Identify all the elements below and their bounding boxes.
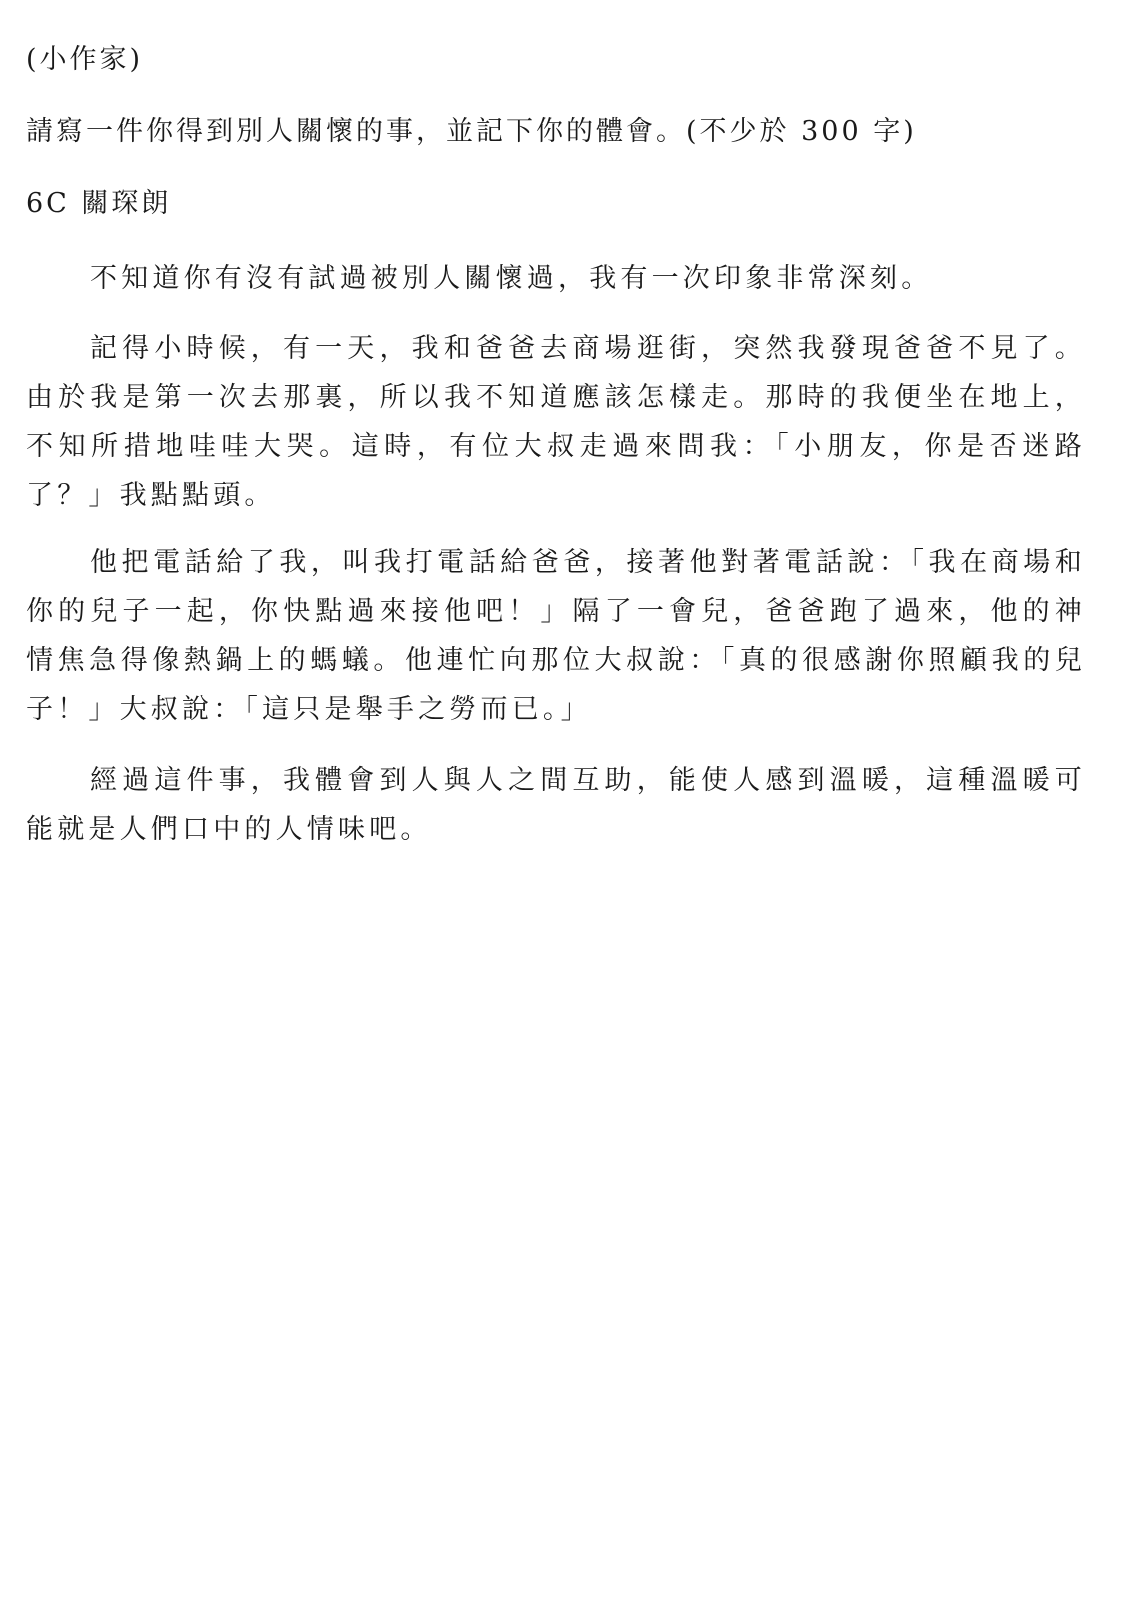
essay-paragraph-2: 記得小時候，有一天，我和爸爸去商場逛街，突然我發現爸爸不見了。由於我是第一次去那裏，所以我不知道應該怎樣走。那時的我便坐在地上，不知所措地哇哇大哭。這時，有位大叔走過來問我：「小朋友，你是否迷路了？」我點點頭。	[26, 333, 1086, 511]
essay-paragraph-3: 他把電話給了我，叫我打電話給爸爸，接著他對著電話說：「我在商場和你的兒子一起，你快點過來接他吧！」隔了一會兒，爸爸跑了過來，他的神情焦急得像熱鍋上的螞蟻。他連忙向那位大叔說：「真的很感謝你照顧我的兒子！」大叔說：「這只是舉手之勞而已。」	[26, 547, 1086, 725]
essay-prompt: 請寫一件你得到別人關懷的事，並記下你的體會。(不少於 300 字)	[26, 116, 917, 147]
author-line: 6C 關琛朗	[26, 188, 172, 219]
category-label: (小作家)	[26, 44, 144, 75]
essay-paragraph-1: 不知道你有沒有試過被別人關懷過，我有一次印象非常深刻。	[90, 263, 933, 294]
essay-paragraph-4: 經過這件事，我體會到人與人之間互助，能使人感到溫暖，這種溫暖可能就是人們口中的人情味吧。	[26, 765, 1086, 845]
